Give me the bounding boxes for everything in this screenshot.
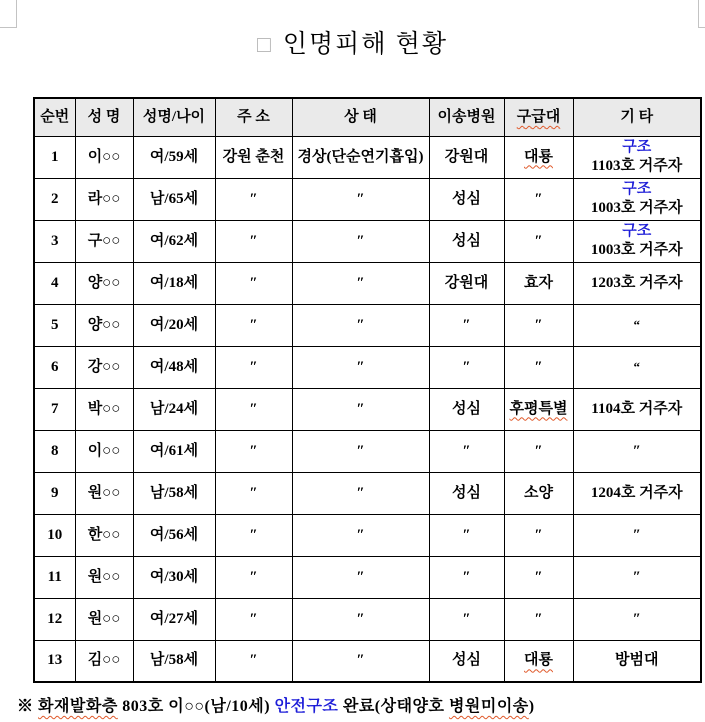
footnote-segment: 화재발화층 [38, 698, 118, 715]
table-cell: ″ [292, 430, 429, 472]
table-cell: ″ [429, 430, 504, 472]
rescue-label: 구조 [622, 181, 652, 198]
table-cell: 성심 [429, 178, 504, 220]
table-cell: 4 [34, 262, 75, 304]
table-cell: 여/56세 [133, 514, 215, 556]
table-cell: 1203호 거주자 [573, 262, 701, 304]
table-cell: ″ [573, 514, 701, 556]
table-cell: ″ [292, 640, 429, 682]
table-cell: “ [573, 346, 701, 388]
table-cell: ″ [504, 346, 573, 388]
table-row [34, 430, 701, 472]
footnote-segment: ※ [17, 698, 39, 715]
table-cell: 경상(단순연기흡입) [292, 136, 429, 178]
table-cell: 이○○ [75, 430, 133, 472]
table-row [34, 556, 701, 598]
table-cell: 양○○ [75, 262, 133, 304]
table-cell: ″ [215, 304, 292, 346]
safe-rescue-label: 안전구조 [274, 698, 339, 715]
table-cell: 성심 [429, 220, 504, 262]
table-cell: 2 [34, 178, 75, 220]
table-row [34, 178, 701, 220]
table-cell: ″ [215, 262, 292, 304]
table-cell: 이○○ [75, 136, 133, 178]
table-cell: 한○○ [75, 514, 133, 556]
table-cell: 여/20세 [133, 304, 215, 346]
table-cell: 1204호 거주자 [573, 472, 701, 514]
table-cell: 13 [34, 640, 75, 682]
table-cell: ″ [573, 598, 701, 640]
casualty-status-table [33, 97, 702, 683]
table-cell: 여/62세 [133, 220, 215, 262]
table-cell: ″ [504, 598, 573, 640]
page-title [0, 24, 705, 60]
table-cell: 여/30세 [133, 556, 215, 598]
table-cell: ″ [573, 430, 701, 472]
table-cell: 5 [34, 304, 75, 346]
table-cell: 1 [34, 136, 75, 178]
table-cell: ″ [292, 472, 429, 514]
cell-line: 1003호 거주자 [590, 242, 683, 258]
table-cell: 강원대 [429, 262, 504, 304]
table-cell: 양○○ [75, 304, 133, 346]
table-cell: ″ [429, 514, 504, 556]
footnote-segment: ) [528, 698, 535, 715]
table-cell: ″ [215, 178, 292, 220]
table-cell: ″ [292, 388, 429, 430]
table-cell: 여/27세 [133, 598, 215, 640]
table-cell: 여/61세 [133, 430, 215, 472]
table-cell: 11 [34, 556, 75, 598]
footnote-segment: 병원미이송 [448, 698, 529, 715]
table-cell: “ [573, 304, 701, 346]
table-cell: ″ [504, 178, 573, 220]
header-cell: 성 명 [75, 98, 133, 136]
table-cell: ″ [429, 304, 504, 346]
table-cell: 1104호 거주자 [573, 388, 701, 430]
table-row [34, 346, 701, 388]
table-row [34, 598, 701, 640]
table-row [34, 304, 701, 346]
rescue-label: 구조 [622, 139, 652, 156]
table-cell: ″ [292, 262, 429, 304]
footnote-segment: 완료(상태양호 [338, 698, 449, 715]
table-cell: ″ [215, 430, 292, 472]
table-cell: 박○○ [75, 388, 133, 430]
table-cell: ″ [429, 556, 504, 598]
table-cell: ″ [429, 598, 504, 640]
table-cell: 성심 [429, 472, 504, 514]
table-cell: 남/58세 [133, 472, 215, 514]
table-cell: 강○○ [75, 346, 133, 388]
table-cell [573, 178, 701, 220]
table-cell: ″ [215, 640, 292, 682]
table-cell: 6 [34, 346, 75, 388]
table-cell: ″ [215, 556, 292, 598]
table-cell: 8 [34, 430, 75, 472]
table-cell: 10 [34, 514, 75, 556]
table-cell: 성심 [429, 640, 504, 682]
table-cell: ″ [504, 220, 573, 262]
table-cell: 12 [34, 598, 75, 640]
table-header [34, 98, 701, 136]
table-cell: 남/24세 [133, 388, 215, 430]
table-body [34, 136, 701, 682]
table-cell: 3 [34, 220, 75, 262]
table-cell: ″ [429, 346, 504, 388]
table-cell: 남/58세 [133, 640, 215, 682]
table-cell: 여/59세 [133, 136, 215, 178]
cell-line: 1003호 거주자 [590, 200, 683, 216]
table-cell: ″ [292, 556, 429, 598]
table-cell: 원○○ [75, 556, 133, 598]
table-cell: 강원 춘천 [215, 136, 292, 178]
table-cell: 후평특별 [504, 388, 573, 430]
table-cell: ″ [292, 220, 429, 262]
table-cell: ″ [504, 430, 573, 472]
table-cell: 소양 [504, 472, 573, 514]
footnote-segment: 803호 이○○(남/10세) [117, 698, 275, 715]
page-title-text: 인명피해 현황 [282, 31, 449, 58]
table-cell: ″ [292, 514, 429, 556]
header-cell: 이송병원 [429, 98, 504, 136]
table-row [34, 388, 701, 430]
table-cell: ″ [215, 514, 292, 556]
table-row [34, 640, 701, 682]
table-row [34, 136, 701, 178]
table-cell: 대룡 [504, 640, 573, 682]
table-cell: ″ [292, 598, 429, 640]
table-cell: 강원대 [429, 136, 504, 178]
table-row [34, 472, 701, 514]
table-cell: ″ [504, 304, 573, 346]
table-cell: ″ [215, 220, 292, 262]
header-cell: 구급대 [504, 98, 573, 136]
square-bullet-icon: □ [256, 32, 273, 57]
header-cell: 순번 [34, 98, 75, 136]
table-row [34, 514, 701, 556]
header-cell: 성명/나이 [133, 98, 215, 136]
table-cell: ″ [573, 556, 701, 598]
table-cell [573, 136, 701, 178]
table-cell: 김○○ [75, 640, 133, 682]
table-cell: ″ [292, 304, 429, 346]
table-cell: ″ [215, 388, 292, 430]
table-cell: ″ [504, 514, 573, 556]
table-cell: 여/48세 [133, 346, 215, 388]
table-cell: 원○○ [75, 472, 133, 514]
table-cell: 원○○ [75, 598, 133, 640]
header-cell: 상 태 [292, 98, 429, 136]
table-cell: 여/18세 [133, 262, 215, 304]
table-header-row [34, 98, 701, 136]
table-cell: ″ [215, 346, 292, 388]
cell-line: 1103호 거주자 [591, 158, 683, 174]
header-cell: 기 타 [573, 98, 701, 136]
table-cell: ″ [215, 598, 292, 640]
table-row [34, 262, 701, 304]
table-cell: 9 [34, 472, 75, 514]
table-row [34, 220, 701, 262]
header-cell: 주 소 [215, 98, 292, 136]
table-cell: 방범대 [573, 640, 701, 682]
table-cell: 남/65세 [133, 178, 215, 220]
table-cell: ″ [504, 556, 573, 598]
table-cell: 대룡 [504, 136, 573, 178]
table-cell: ″ [292, 346, 429, 388]
table-cell [573, 220, 701, 262]
rescue-label: 구조 [622, 223, 652, 240]
footnote [17, 693, 535, 716]
table-cell: 라○○ [75, 178, 133, 220]
table-cell: 구○○ [75, 220, 133, 262]
table-cell: ″ [215, 472, 292, 514]
table-cell: ″ [292, 178, 429, 220]
table-cell: 효자 [504, 262, 573, 304]
table-cell: 성심 [429, 388, 504, 430]
table-cell: 7 [34, 388, 75, 430]
